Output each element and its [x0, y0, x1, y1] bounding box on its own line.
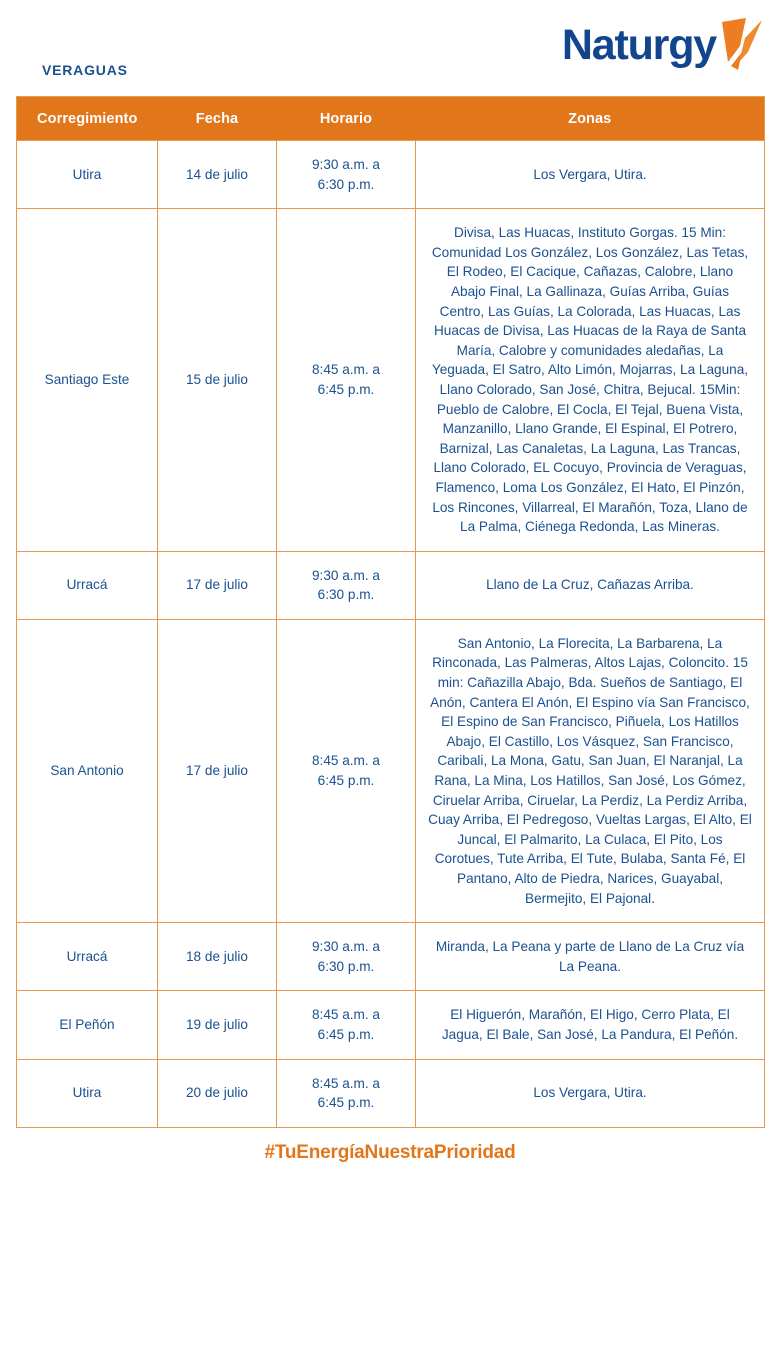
cell-corregimiento: Urracá	[17, 923, 158, 991]
cell-zonas: Los Vergara, Utira.	[416, 1059, 765, 1127]
footer-hashtag: #TuEnergíaNuestraPrioridad	[264, 1141, 516, 1163]
cell-zonas: San Antonio, La Florecita, La Barbarena, La Rinconada, Las Palmeras, Altos Lajas, Coloncito. 15 min: Cañazilla Abajo, Bda. Sueños de Santiago, El Anón, Cantera El Anón, El Espino vía San Francisco, El Espino de San Francisco, Piñuela, Los Hatillos Abajo, El Castillo, Los Vásquez, San Francisco, Caribali, La Mona, Gatu, San Juan, El Naranjal, La Rana, La Mina, Los Hatillos, San José, Los Gómez, Ciruelar Arriba, Ciruelar, La Perdiz, La Perdiz Arriba, Cuay Arriba, El Pedregoso, Vueltas Largas, El Alto, El Juncal, El Palmarito, La Culaca, El Pito, Los Corotues, Tute Arriba, El Tute, Bulaba, Santa Fé, El Pantano, Alto de Piedra, Narices, Guayabal, Bermejito, El Pajonal.	[416, 619, 765, 922]
cell-fecha: 17 de julio	[158, 619, 277, 922]
schedule-table-wrapper	[16, 96, 764, 1128]
table-row	[17, 141, 765, 209]
cell-zonas: Los Vergara, Utira.	[416, 141, 765, 209]
table-row	[17, 619, 765, 922]
cell-horario: 8:45 a.m. a 6:45 p.m.	[277, 619, 416, 922]
cell-corregimiento: Utira	[17, 141, 158, 209]
cell-horario: 9:30 a.m. a 6:30 p.m.	[277, 923, 416, 991]
cell-fecha: 20 de julio	[158, 1059, 277, 1127]
cell-horario: 9:30 a.m. a 6:30 p.m.	[277, 141, 416, 209]
cell-horario: 9:30 a.m. a 6:30 p.m.	[277, 551, 416, 619]
cell-fecha: 14 de julio	[158, 141, 277, 209]
region-label: VERAGUAS	[42, 62, 128, 78]
naturgy-flame-mark	[718, 16, 764, 74]
cell-fecha: 19 de julio	[158, 991, 277, 1059]
cell-horario: 8:45 a.m. a 6:45 p.m.	[277, 209, 416, 552]
table-row	[17, 209, 765, 552]
cell-zonas: El Higuerón, Marañón, El Higo, Cerro Plata, El Jagua, El Bale, San José, La Pandura, El Peñón.	[416, 991, 765, 1059]
cell-horario: 8:45 a.m. a 6:45 p.m.	[277, 991, 416, 1059]
naturgy-logo	[562, 16, 764, 78]
cell-corregimiento: El Peñón	[17, 991, 158, 1059]
page-header	[0, 0, 780, 96]
table-row	[17, 551, 765, 619]
column-header-horario: Horario	[277, 97, 416, 141]
cell-corregimiento: Utira	[17, 1059, 158, 1127]
schedule-table	[16, 96, 765, 1128]
cell-fecha: 18 de julio	[158, 923, 277, 991]
table-row	[17, 923, 765, 991]
table-header-row	[17, 97, 765, 141]
cell-corregimiento: Urracá	[17, 551, 158, 619]
cell-zonas: Miranda, La Peana y parte de Llano de La Cruz vía La Peana.	[416, 923, 765, 991]
column-header-zonas: Zonas	[416, 97, 765, 141]
column-header-corregimiento: Corregimiento	[17, 97, 158, 141]
cell-fecha: 17 de julio	[158, 551, 277, 619]
column-header-fecha: Fecha	[158, 97, 277, 141]
cell-zonas: Divisa, Las Huacas, Instituto Gorgas. 15 Min: Comunidad Los González, Los González, Las Tetas, El Rodeo, El Cacique, Cañazas, Calobre, Llano Abajo Final, La Gallinaza, Guías Arriba, Guías Centro, Las Guías, La Colorada, Las Huacas, Las Huacas de Divisa, Las Huacas de la Raya de Santa María, Calobre y comunidades aledañas, La Yeguada, El Satro, Alto Limón, Mojarras, La Laguna, Llano Colorado, San José, Chitra, Bejucal. 15Min: Pueblo de Calobre, El Cocla, El Tejal, Buena Vista, Manzanillo, Llano Grande, El Espinal, El Potrero, Barnizal, Las Canaletas, La Laguna, Las Trancas, Llano Colorado, EL Cocuyo, Provincia de Veraguas, Flamenco, Loma Los González, El Hato, El Pinzón, Los Rincones, Villarreal, El Marañón, Toza, Llano de La Palma, Ciénega Redonda, Las Mineras.	[416, 209, 765, 552]
cell-corregimiento: San Antonio	[17, 619, 158, 922]
cell-corregimiento: Santiago Este	[17, 209, 158, 552]
table-row	[17, 991, 765, 1059]
cell-zonas: Llano de La Cruz, Cañazas Arriba.	[416, 551, 765, 619]
table-row	[17, 1059, 765, 1127]
logo-wordmark: Naturgy	[561, 21, 716, 69]
cell-fecha: 15 de julio	[158, 209, 277, 552]
table-body	[17, 141, 765, 1128]
cell-horario: 8:45 a.m. a 6:45 p.m.	[277, 1059, 416, 1127]
